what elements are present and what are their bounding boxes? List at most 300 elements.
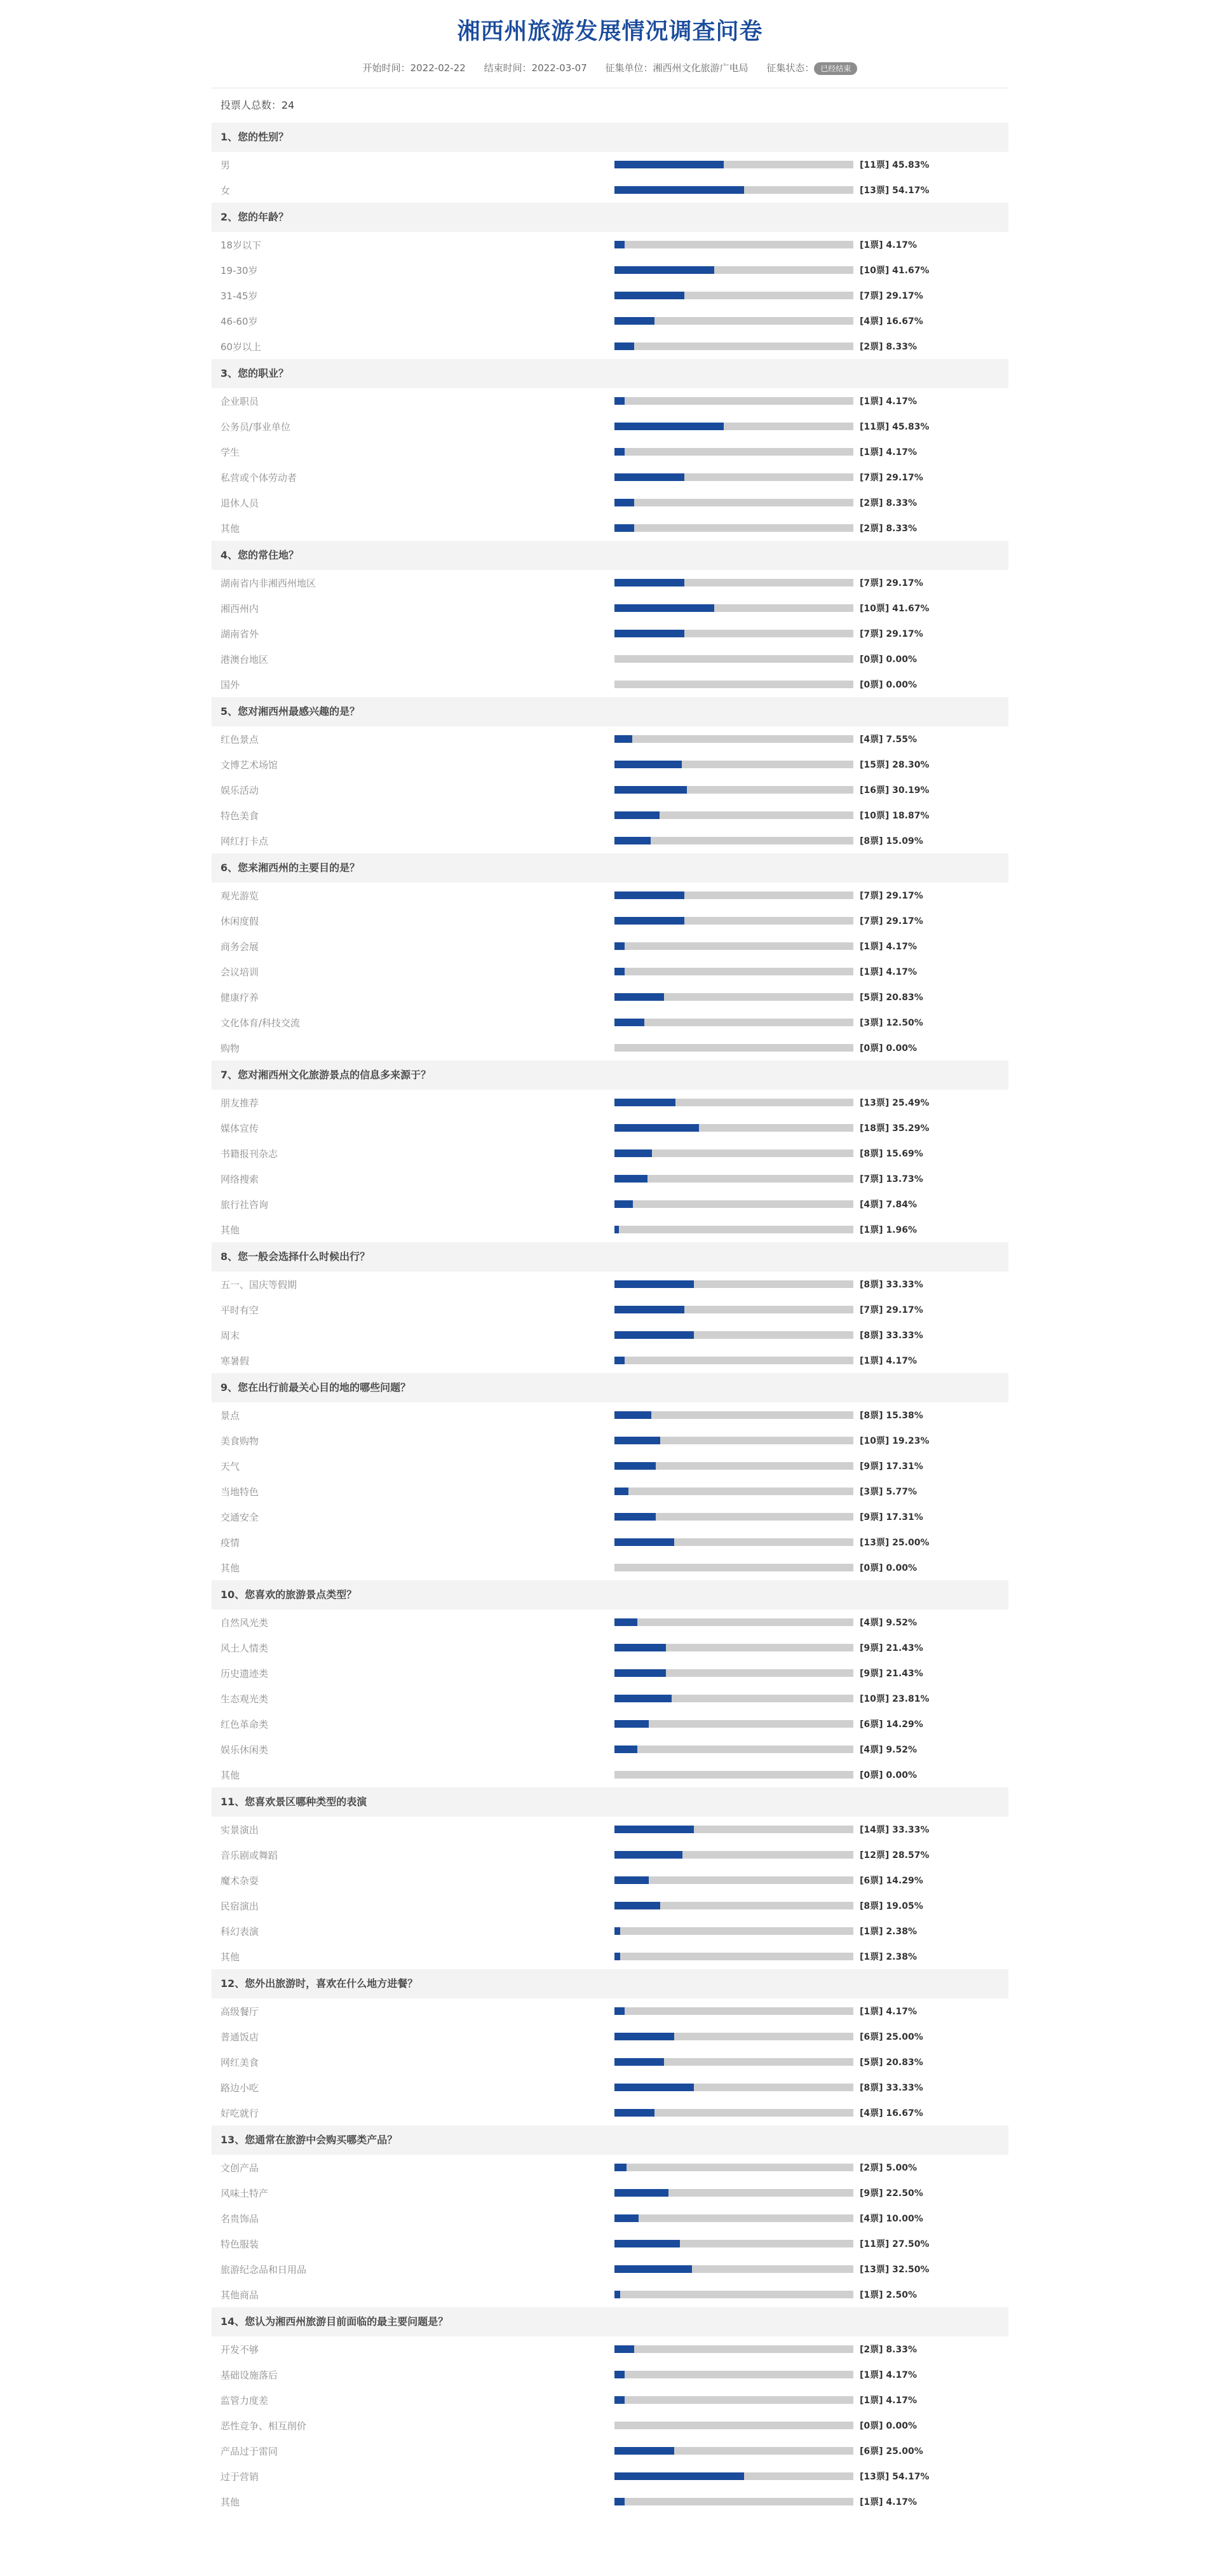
option-label: 网络搜索: [220, 1173, 259, 1185]
option-stat: [3票] 12.50%: [860, 1018, 923, 1028]
percentage-bar: [614, 891, 853, 899]
percentage-bar: [614, 837, 853, 844]
option-row: [212, 672, 1008, 697]
option-row: [212, 1479, 1008, 1504]
option-stat: [6票] 25.00%: [860, 2446, 923, 2457]
percentage-bar: [614, 342, 853, 350]
percentage-bar: [614, 1902, 853, 1909]
option-stat: [1票] 4.17%: [860, 397, 917, 407]
percentage-bar: [614, 1175, 853, 1183]
question-block: [212, 203, 1008, 359]
percentage-bar-fill: [614, 2472, 744, 2480]
question-block: [212, 1787, 1008, 1969]
percentage-bar-fill: [614, 241, 625, 248]
option-row: [212, 257, 1008, 283]
option-stat: [10票] 41.67%: [860, 266, 930, 276]
percentage-bar-fill: [614, 1851, 682, 1859]
option-label: 湖南省外: [220, 628, 259, 640]
percentage-bar-fill: [614, 2007, 625, 2015]
option-label: 民宿演出: [220, 1900, 259, 1912]
option-stat: [1票] 4.17%: [860, 447, 917, 458]
page-title: 湘西州旅游发展情况调查问卷: [457, 18, 763, 44]
option-label: 高级餐厅: [220, 2005, 259, 2017]
option-label: 特色服装: [220, 2238, 259, 2250]
option-label: 天气: [220, 1460, 240, 1472]
option-row: [212, 515, 1008, 541]
option-label: 实景演出: [220, 1824, 259, 1836]
option-row: [212, 2231, 1008, 2256]
option-row: [212, 334, 1008, 359]
option-stat: [18票] 35.29%: [860, 1123, 930, 1134]
percentage-bar-fill: [614, 1357, 625, 1364]
percentage-bar-fill: [614, 1746, 637, 1753]
option-row: [212, 1686, 1008, 1711]
option-label: 疫情: [220, 1536, 240, 1549]
option-label: 红色革命类: [220, 1718, 269, 1730]
option-label: 男: [220, 159, 231, 171]
option-stat: [1票] 2.38%: [860, 1927, 917, 1937]
option-label: 魔术杂耍: [220, 1874, 259, 1887]
option-stat: [13票] 32.50%: [860, 2265, 930, 2275]
percentage-bar: [614, 735, 853, 743]
percentage-bar-fill: [614, 1124, 699, 1132]
option-label: 监管力度差: [220, 2394, 269, 2406]
percentage-bar: [614, 655, 853, 663]
option-label: 其他: [220, 2496, 240, 2508]
option-row: [212, 1322, 1008, 1348]
option-label: 其他: [220, 1224, 240, 1236]
percentage-bar-fill: [614, 292, 684, 299]
question-title: 5、您对湘西州最感兴趣的是？: [212, 697, 1008, 726]
option-row: [212, 1635, 1008, 1660]
option-row: [212, 414, 1008, 439]
percentage-bar-fill: [614, 1226, 619, 1233]
option-stat: [9票] 21.43%: [860, 1643, 923, 1653]
percentage-bar: [614, 1437, 853, 1444]
option-label: 网红打卡点: [220, 835, 269, 847]
option-stat: [0票] 0.00%: [860, 654, 917, 665]
question-block: [212, 1969, 1008, 2125]
option-stat: [6票] 14.29%: [860, 1876, 923, 1886]
percentage-bar-fill: [614, 735, 632, 743]
option-label: 娱乐活动: [220, 784, 259, 796]
option-row: [212, 883, 1008, 908]
option-label: 湘西州内: [220, 602, 259, 614]
percentage-bar-fill: [614, 1200, 633, 1208]
option-stat: [4票] 7.84%: [860, 1200, 917, 1210]
option-stat: [7票] 29.17%: [860, 291, 923, 301]
option-label: 国外: [220, 679, 240, 691]
option-label: 观光游览: [220, 890, 259, 902]
percentage-bar-fill: [614, 1411, 651, 1419]
option-row: [212, 2206, 1008, 2231]
option-row: [212, 1166, 1008, 1191]
option-label: 路边小吃: [220, 2082, 259, 2094]
percentage-bar: [614, 968, 853, 975]
percentage-bar-fill: [614, 1175, 647, 1183]
percentage-bar: [614, 2422, 853, 2429]
percentage-bar-fill: [614, 1953, 620, 1960]
percentage-bar-fill: [614, 1462, 656, 1470]
option-label: 健康疗养: [220, 991, 259, 1003]
option-stat: [4票] 10.00%: [860, 2214, 923, 2224]
option-row: [212, 2336, 1008, 2362]
option-label: 历史遗迹类: [220, 1667, 269, 1679]
option-row: [212, 1297, 1008, 1322]
percentage-bar-fill: [614, 161, 724, 168]
option-row: [212, 1610, 1008, 1635]
option-stat: [7票] 29.17%: [860, 891, 923, 901]
percentage-bar: [614, 241, 853, 248]
percentage-bar: [614, 917, 853, 925]
percentage-bar-fill: [614, 2345, 634, 2353]
option-row: [212, 490, 1008, 515]
percentage-bar: [614, 1280, 853, 1288]
question-block: [212, 1580, 1008, 1787]
option-stat: [13票] 54.17%: [860, 186, 930, 196]
option-label: 五一、国庆等假期: [220, 1278, 297, 1291]
percentage-bar-fill: [614, 2189, 668, 2197]
option-stat: [1票] 1.96%: [860, 1225, 917, 1235]
percentage-bar: [614, 499, 853, 506]
percentage-bar: [614, 1357, 853, 1364]
percentage-bar: [614, 1618, 853, 1626]
option-label: 自然风光类: [220, 1617, 269, 1629]
option-label: 当地特色: [220, 1486, 259, 1498]
question-block: [212, 697, 1008, 853]
percentage-bar-fill: [614, 1927, 620, 1935]
option-stat: [5票] 20.83%: [860, 2057, 923, 2068]
organizer: 征集单位：湘西州文化旅游广电局: [605, 62, 749, 74]
option-label: 19-30岁: [220, 264, 258, 276]
question-title: 1、您的性别？: [212, 123, 1008, 152]
option-row: [212, 2489, 1008, 2514]
percentage-bar-fill: [614, 186, 744, 194]
percentage-bar: [614, 1488, 853, 1495]
option-label: 旅行社咨询: [220, 1198, 269, 1210]
status: [766, 62, 857, 74]
end-time: 结束时间：2022-03-07: [484, 62, 587, 74]
option-label: 企业职员: [220, 395, 259, 407]
option-stat: [11票] 45.83%: [860, 422, 930, 432]
option-row: [212, 152, 1008, 177]
option-row: [212, 308, 1008, 334]
question-title: 7、您对湘西州文化旅游景点的信息多来源于？: [212, 1061, 1008, 1090]
percentage-bar: [614, 2084, 853, 2091]
percentage-bar-fill: [614, 1644, 666, 1651]
option-row: [212, 570, 1008, 595]
percentage-bar: [614, 2498, 853, 2505]
option-stat: [2票] 8.33%: [860, 2345, 917, 2355]
option-label: 文化体育/科技交流: [220, 1017, 301, 1029]
option-stat: [4票] 9.52%: [860, 1618, 917, 1628]
option-label: 朋友推荐: [220, 1097, 259, 1109]
percentage-bar: [614, 2214, 853, 2222]
percentage-bar: [614, 2472, 853, 2480]
percentage-bar: [614, 681, 853, 688]
option-label: 特色美食: [220, 810, 259, 822]
option-row: [212, 1010, 1008, 1035]
option-stat: [0票] 0.00%: [860, 1563, 917, 1573]
option-stat: [2票] 8.33%: [860, 498, 917, 508]
percentage-bar: [614, 524, 853, 532]
question-title: 8、您一般会选择什么时候出行？: [212, 1242, 1008, 1271]
percentage-bar-fill: [614, 1826, 694, 1833]
percentage-bar-fill: [614, 2240, 680, 2247]
option-stat: [1票] 2.50%: [860, 2290, 917, 2300]
option-stat: [4票] 7.55%: [860, 735, 917, 745]
option-label: 红色景点: [220, 733, 259, 745]
option-label: 科幻表演: [220, 1925, 259, 1937]
option-row: [212, 232, 1008, 257]
option-label: 平时有空: [220, 1304, 259, 1316]
percentage-bar: [614, 1149, 853, 1157]
option-stat: [1票] 4.17%: [860, 942, 917, 952]
option-stat: [16票] 30.19%: [860, 785, 930, 796]
option-row: [212, 1711, 1008, 1737]
percentage-bar-fill: [614, 2396, 625, 2404]
option-stat: [5票] 20.83%: [860, 993, 923, 1003]
percentage-bar: [614, 2240, 853, 2247]
option-row: [212, 595, 1008, 621]
percentage-bar: [614, 317, 853, 325]
option-row: [212, 1271, 1008, 1297]
percentage-bar: [614, 2396, 853, 2404]
option-stat: [2票] 5.00%: [860, 2163, 917, 2173]
percentage-bar: [614, 1720, 853, 1728]
option-label: 媒体宣传: [220, 1122, 259, 1134]
option-stat: [0票] 0.00%: [860, 2421, 917, 2431]
option-label: 开发不够: [220, 2343, 259, 2356]
option-label: 60岁以上: [220, 341, 262, 353]
percentage-bar-fill: [614, 499, 634, 506]
option-row: [212, 752, 1008, 777]
percentage-bar: [614, 604, 853, 612]
option-label: 景点: [220, 1409, 240, 1421]
question-title: 4、您的常住地？: [212, 541, 1008, 570]
results-container: [212, 88, 1008, 2514]
percentage-bar: [614, 1306, 853, 1313]
percentage-bar-fill: [614, 811, 660, 819]
option-row: [212, 1090, 1008, 1115]
option-row: [212, 1737, 1008, 1762]
percentage-bar-fill: [614, 1437, 660, 1444]
option-stat: [12票] 28.57%: [860, 1850, 930, 1861]
option-row: [212, 2282, 1008, 2307]
percentage-bar: [614, 266, 853, 274]
question-block: [212, 2125, 1008, 2307]
question-block: [212, 1242, 1008, 1373]
percentage-bar-fill: [614, 2498, 625, 2505]
percentage-bar: [614, 1851, 853, 1859]
percentage-bar: [614, 1927, 853, 1935]
option-row: [212, 1817, 1008, 1842]
option-row: [212, 2438, 1008, 2464]
option-stat: [11票] 45.83%: [860, 160, 930, 170]
option-row: [212, 1115, 1008, 1141]
percentage-bar: [614, 2109, 853, 2117]
percentage-bar: [614, 1200, 853, 1208]
percentage-bar: [614, 1564, 853, 1571]
option-row: [212, 1402, 1008, 1428]
percentage-bar-fill: [614, 1538, 674, 1546]
percentage-bar: [614, 1044, 853, 1052]
percentage-bar: [614, 2164, 853, 2171]
option-row: [212, 2464, 1008, 2489]
question-block: [212, 359, 1008, 541]
percentage-bar-fill: [614, 968, 625, 975]
option-row: [212, 177, 1008, 203]
option-label: 文博艺术场馆: [220, 759, 278, 771]
percentage-bar: [614, 811, 853, 819]
percentage-bar: [614, 1644, 853, 1651]
percentage-bar-fill: [614, 423, 724, 430]
question-block: [212, 2307, 1008, 2514]
option-stat: [6票] 14.29%: [860, 1719, 923, 1730]
option-row: [212, 1428, 1008, 1453]
percentage-bar-fill: [614, 1331, 694, 1339]
option-stat: [13票] 25.00%: [860, 1538, 930, 1548]
option-stat: [1票] 4.17%: [860, 967, 917, 977]
option-label: 退休人员: [220, 497, 259, 509]
percentage-bar-fill: [614, 630, 684, 637]
option-row: [212, 1504, 1008, 1529]
option-stat: [0票] 0.00%: [860, 1770, 917, 1780]
option-stat: [8票] 33.33%: [860, 1280, 923, 1290]
percentage-bar-fill: [614, 786, 687, 794]
percentage-bar-fill: [614, 2033, 674, 2040]
percentage-bar: [614, 1771, 853, 1779]
percentage-bar: [614, 1953, 853, 1960]
question-title: 10、您喜欢的旅游景点类型？: [212, 1580, 1008, 1610]
option-row: [212, 1453, 1008, 1479]
option-row: [212, 2155, 1008, 2180]
percentage-bar: [614, 2033, 853, 2040]
option-label: 风土人情类: [220, 1642, 269, 1654]
option-stat: [8票] 19.05%: [860, 1901, 923, 1911]
option-label: 风味土特产: [220, 2187, 269, 2199]
option-stat: [1票] 4.17%: [860, 2370, 917, 2380]
percentage-bar: [614, 1411, 853, 1419]
percentage-bar-fill: [614, 2058, 664, 2066]
percentage-bar: [614, 1695, 853, 1702]
option-row: [212, 646, 1008, 672]
percentage-bar: [614, 2189, 853, 2197]
percentage-bar-fill: [614, 2164, 627, 2171]
percentage-bar-fill: [614, 1149, 652, 1157]
total-voters: 投票人总数：24: [220, 99, 295, 111]
status-label: 征集状态：: [766, 62, 815, 74]
option-label: 46-60岁: [220, 315, 258, 327]
option-label: 恶性竞争、相互削价: [220, 2420, 307, 2432]
option-label: 文创产品: [220, 2162, 259, 2174]
option-label: 书籍报刊杂志: [220, 1148, 278, 1160]
option-row: [212, 2075, 1008, 2100]
question-title: 14、您认为湘西州旅游目前面临的最主要问题是？: [212, 2307, 1008, 2336]
percentage-bar: [614, 1099, 853, 1106]
percentage-bar-fill: [614, 604, 714, 612]
question-list: [212, 123, 1008, 2514]
option-row: [212, 2100, 1008, 2125]
option-label: 产品过于雷同: [220, 2445, 278, 2457]
percentage-bar-fill: [614, 342, 634, 350]
option-label: 网红美食: [220, 2056, 259, 2068]
option-stat: [2票] 8.33%: [860, 524, 917, 534]
percentage-bar-fill: [614, 1695, 672, 1702]
option-stat: [1票] 2.38%: [860, 1952, 917, 1962]
percentage-bar: [614, 161, 853, 168]
percentage-bar-fill: [614, 1306, 684, 1313]
option-row: [212, 1893, 1008, 1918]
option-stat: [10票] 23.81%: [860, 1694, 930, 1704]
option-label: 生态观光类: [220, 1693, 269, 1705]
option-stat: [4票] 16.67%: [860, 2108, 923, 2118]
option-label: 名贵饰品: [220, 2213, 259, 2225]
percentage-bar-fill: [614, 1720, 649, 1728]
option-row: [212, 1868, 1008, 1893]
option-stat: [6票] 25.00%: [860, 2032, 923, 2042]
option-label: 湖南省内非湘西州地区: [220, 577, 316, 589]
option-label: 港澳台地区: [220, 653, 269, 665]
option-label: 会议培训: [220, 966, 259, 978]
option-row: [212, 2024, 1008, 2049]
percentage-bar: [614, 942, 853, 950]
question-block: [212, 541, 1008, 697]
option-stat: [9票] 21.43%: [860, 1669, 923, 1679]
option-label: 31-45岁: [220, 290, 258, 302]
percentage-bar-fill: [614, 1513, 656, 1521]
option-stat: [1票] 4.17%: [860, 2007, 917, 2017]
option-label: 好吃就行: [220, 2107, 259, 2119]
option-row: [212, 388, 1008, 414]
percentage-bar: [614, 993, 853, 1001]
percentage-bar-fill: [614, 2447, 674, 2455]
option-label: 女: [220, 184, 231, 196]
option-label: 学生: [220, 446, 240, 458]
option-label: 其他: [220, 522, 240, 534]
question-block: [212, 123, 1008, 203]
option-row: [212, 1217, 1008, 1242]
option-row: [212, 1191, 1008, 1217]
percentage-bar: [614, 1462, 853, 1470]
percentage-bar: [614, 1669, 853, 1677]
percentage-bar-fill: [614, 1669, 666, 1677]
percentage-bar: [614, 397, 853, 405]
percentage-bar-fill: [614, 993, 664, 1001]
percentage-bar: [614, 423, 853, 430]
option-row: [212, 959, 1008, 984]
option-row: [212, 1348, 1008, 1373]
percentage-bar: [614, 2291, 853, 2298]
percentage-bar-fill: [614, 917, 684, 925]
percentage-bar-fill: [614, 1280, 694, 1288]
percentage-bar-fill: [614, 837, 651, 844]
percentage-bar-fill: [614, 1618, 637, 1626]
option-stat: [13票] 25.49%: [860, 1098, 930, 1108]
percentage-bar: [614, 1746, 853, 1753]
option-stat: [7票] 29.17%: [860, 629, 923, 639]
question-block: [212, 1373, 1008, 1580]
percentage-bar-fill: [614, 2109, 654, 2117]
percentage-bar-fill: [614, 1876, 649, 1884]
percentage-bar: [614, 1513, 853, 1521]
option-stat: [1票] 4.17%: [860, 2497, 917, 2507]
option-stat: [1票] 4.17%: [860, 240, 917, 250]
percentage-bar: [614, 473, 853, 481]
option-stat: [8票] 33.33%: [860, 1331, 923, 1341]
percentage-bar-fill: [614, 473, 684, 481]
percentage-bar-fill: [614, 2291, 620, 2298]
